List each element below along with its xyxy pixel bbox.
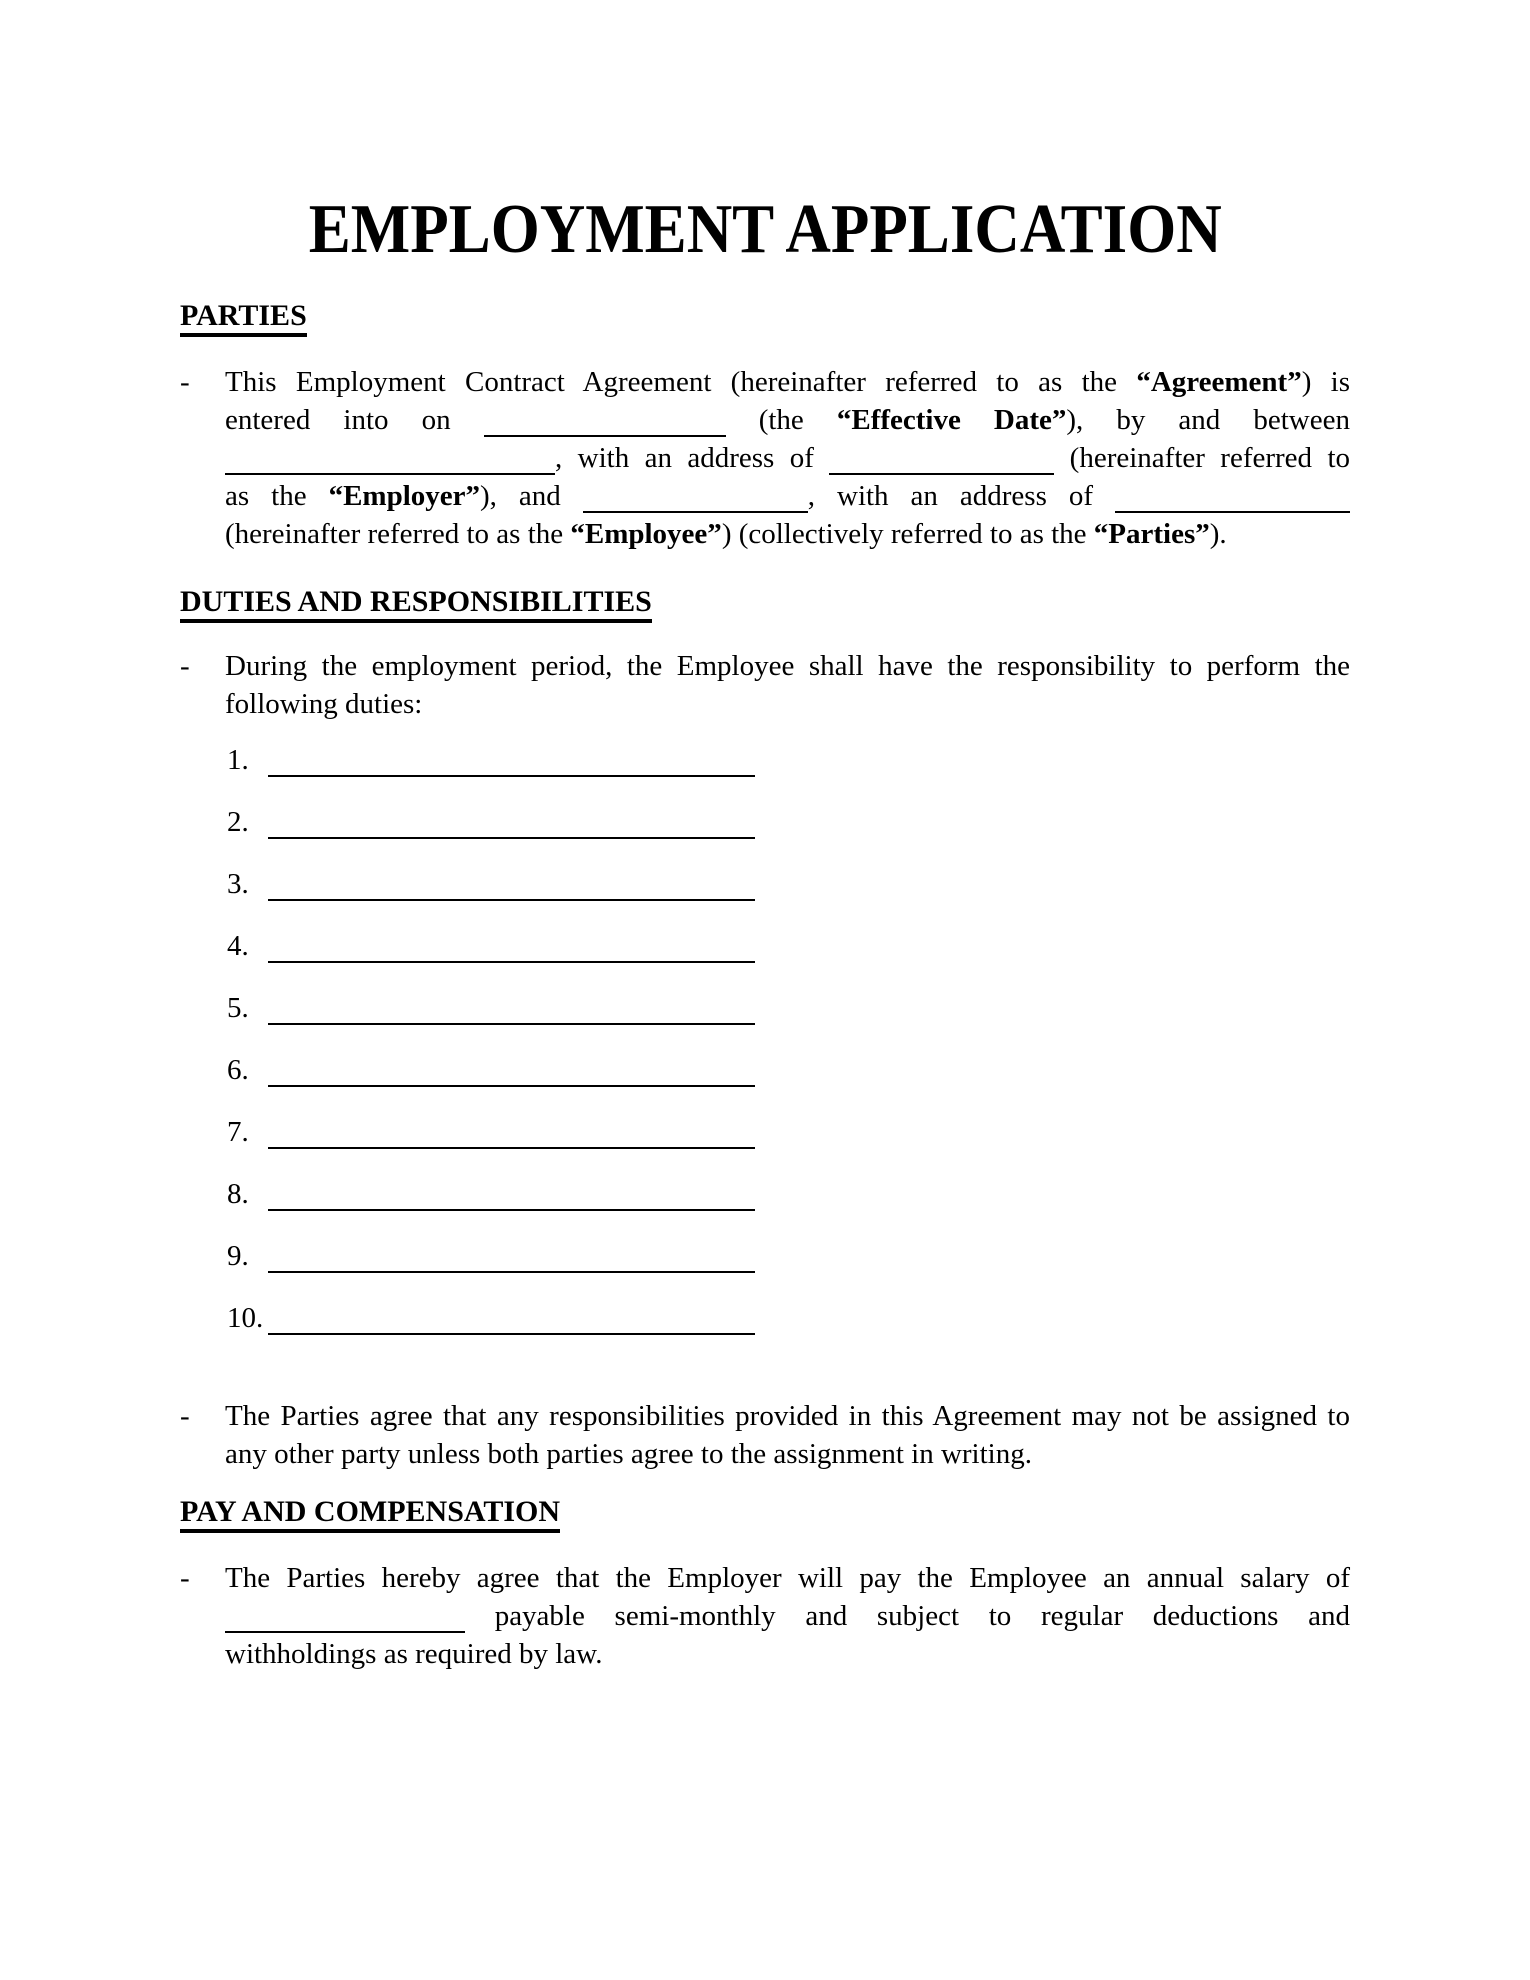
text-run: ), by and between	[1066, 404, 1350, 436]
text-line	[225, 1635, 1350, 1673]
duty-item-10	[227, 1299, 1350, 1337]
defined-term: “Agreement”	[1136, 366, 1302, 398]
duty-item-5	[227, 989, 1350, 1027]
text-line	[225, 439, 1350, 477]
duty-number: 10.	[227, 1302, 264, 1334]
duty-blank-line	[268, 1263, 755, 1273]
duty-blank-line	[268, 767, 755, 777]
text-line	[225, 685, 1350, 723]
parties-paragraph	[180, 363, 1350, 553]
fill-in-blank-line	[583, 503, 808, 513]
text-run: , with an address of	[807, 480, 1116, 512]
duty-blank-line	[268, 891, 755, 901]
duty-item-4	[227, 927, 1350, 965]
duty-number: 3.	[227, 868, 249, 900]
bullet-dash: -	[180, 1562, 190, 1594]
text-run: ), and	[480, 480, 583, 512]
duties-note-body	[225, 1397, 1350, 1473]
text-run: , with an address of	[555, 442, 830, 474]
duties-note-paragraph	[180, 1397, 1350, 1473]
duties-list	[180, 741, 1350, 1337]
fill-in-blank-line	[829, 465, 1054, 475]
text-run: withholdings as required by law.	[225, 1638, 603, 1670]
duties-intro-paragraph	[180, 647, 1350, 723]
text-line	[225, 1397, 1350, 1435]
text-line	[225, 647, 1350, 685]
text-run: This Employment Contract Agreement (hereinafter referred to as the	[225, 366, 1137, 398]
text-run: (hereinafter referred to as the	[225, 518, 571, 550]
section-heading-pay: PAY AND COMPENSATION	[180, 1493, 1350, 1531]
bullet-dash: -	[180, 650, 190, 682]
duty-number: 7.	[227, 1116, 249, 1148]
text-run: any other party unless both parties agree to the assignment in writing.	[225, 1438, 1032, 1470]
duty-blank-line	[268, 953, 755, 963]
parties-paragraph-body	[225, 363, 1350, 553]
duty-blank-line	[268, 1015, 755, 1025]
pay-paragraph	[180, 1559, 1350, 1673]
bullet-dash: -	[180, 366, 190, 398]
duty-item-2	[227, 803, 1350, 841]
text-line	[225, 1597, 1350, 1635]
page-title	[180, 190, 1350, 270]
fill-in-blank-line	[1115, 503, 1350, 513]
duty-blank-line	[268, 1139, 755, 1149]
section-heading-duties: DUTIES AND RESPONSIBILITIES	[180, 583, 1350, 621]
duty-item-7	[227, 1113, 1350, 1151]
text-line	[225, 401, 1350, 439]
duty-item-3	[227, 865, 1350, 903]
duty-number: 5.	[227, 992, 249, 1024]
text-run: ) is	[1301, 366, 1351, 398]
fill-in-blank-line	[484, 427, 726, 437]
text-run: The Parties agree that any responsibilities provided in this Agreement may not be assigned to	[225, 1400, 1350, 1432]
duty-item-9	[227, 1237, 1350, 1275]
fill-in-blank-line	[225, 1623, 465, 1633]
duty-number: 1.	[227, 744, 249, 776]
bullet-dash: -	[180, 1400, 190, 1432]
duty-blank-line	[268, 1325, 755, 1335]
text-run: following duties:	[225, 688, 423, 720]
duty-item-1	[227, 741, 1350, 779]
text-run: ).	[1209, 518, 1227, 550]
defined-term: “Employer”	[328, 480, 480, 512]
text-run: The Parties hereby agree that the Employer will pay the Employee an annual salary of	[225, 1562, 1350, 1594]
text-run: as the	[225, 480, 329, 512]
text-line	[225, 515, 1350, 553]
duty-item-8	[227, 1175, 1350, 1213]
duty-number: 2.	[227, 806, 249, 838]
defined-term: “Employee”	[570, 518, 722, 550]
section-heading-parties: PARTIES	[180, 297, 1350, 335]
fill-in-blank-line	[225, 465, 555, 475]
text-line	[225, 1435, 1350, 1473]
text-line	[225, 477, 1350, 515]
defined-term: “Effective Date”	[836, 404, 1067, 436]
duty-number: 4.	[227, 930, 249, 962]
text-line	[225, 1559, 1350, 1597]
text-run: (hereinafter referred to	[1054, 442, 1350, 474]
duty-number: 8.	[227, 1178, 249, 1210]
duty-blank-line	[268, 829, 755, 839]
text-run: (the	[725, 404, 837, 436]
text-run: entered into on	[225, 404, 484, 436]
pay-paragraph-body	[225, 1559, 1350, 1673]
duty-number: 6.	[227, 1054, 249, 1086]
duty-blank-line	[268, 1201, 755, 1211]
text-run: payable semi-monthly and subject to regular deductions and	[465, 1600, 1350, 1632]
duty-item-6	[227, 1051, 1350, 1089]
page-title-text: EMPLOYMENT APPLICATION	[308, 191, 1222, 268]
duties-intro-body	[225, 647, 1350, 723]
text-line	[225, 363, 1350, 401]
duty-blank-line	[268, 1077, 755, 1087]
defined-term: “Parties”	[1093, 518, 1210, 550]
text-run: ) (collectively referred to as the	[721, 518, 1094, 550]
text-run: During the employment period, the Employee shall have the responsibility to perform the	[225, 650, 1350, 682]
duty-number: 9.	[227, 1240, 249, 1272]
